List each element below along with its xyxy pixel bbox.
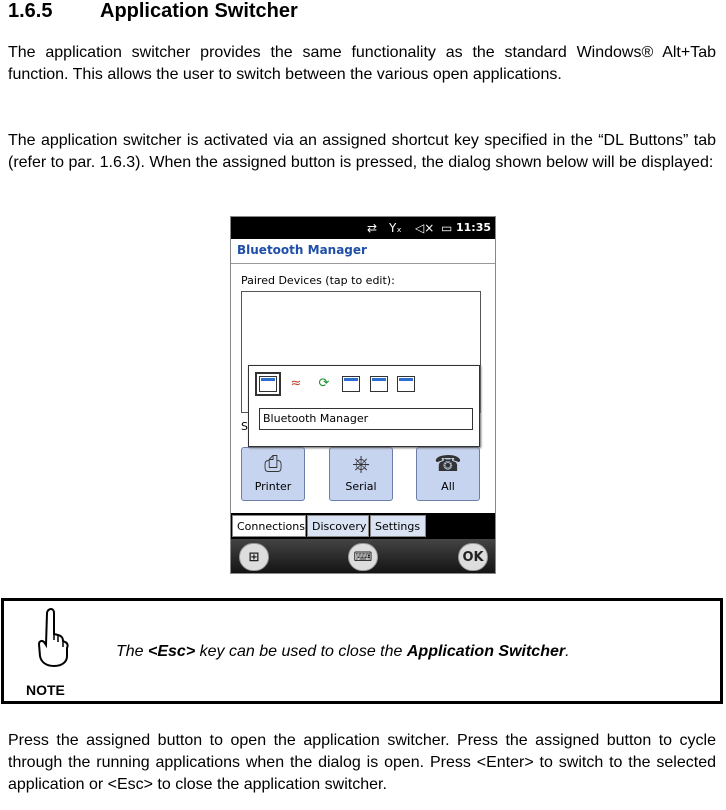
note-text-post: . — [565, 643, 570, 660]
window-icon[interactable] — [397, 376, 415, 392]
start-button[interactable]: ⊞ — [239, 543, 269, 571]
note-box — [1, 598, 723, 704]
tab-settings[interactable]: Settings — [370, 515, 426, 537]
serial-connector-icon: ⎈ — [352, 452, 370, 477]
app-switcher-dialog — [248, 365, 480, 447]
soft-key-bar — [231, 539, 495, 574]
phone-headset-icon: ☎ — [434, 452, 462, 477]
speaker-muted-icon: ◁× — [415, 221, 435, 235]
pointing-hand-icon — [32, 606, 72, 670]
paired-devices-label: Paired Devices (tap to edit): — [241, 274, 395, 287]
all-label: All — [441, 480, 455, 493]
wifi-icon[interactable]: ≈ — [290, 376, 302, 391]
tab-connections[interactable]: Connections — [232, 515, 306, 537]
section-title: Application Switcher — [100, 0, 298, 22]
serial-label: Serial — [345, 480, 377, 493]
battery-icon: ▭ — [441, 221, 453, 235]
clock: 11:35 — [455, 221, 491, 234]
tab-bar — [231, 513, 495, 539]
window-icon[interactable] — [259, 376, 277, 392]
switcher-name: Application Switcher — [406, 643, 566, 660]
status-bar — [231, 217, 495, 239]
printer-icon: ⎙ — [264, 452, 282, 477]
partial-label: S — [241, 420, 248, 433]
signal-off-icon: Yₓ — [389, 221, 402, 235]
all-tile[interactable] — [416, 447, 480, 501]
keyboard-button[interactable]: ⌨ — [348, 543, 378, 571]
app-title: Bluetooth Manager — [237, 243, 367, 257]
device-screenshot — [230, 216, 496, 574]
printer-label: Printer — [254, 480, 292, 493]
serial-tile[interactable] — [329, 447, 393, 501]
sync-icon: ⇄ — [367, 221, 378, 235]
intro-paragraph: The application switcher provides the same functionality as the standard Windows® Alt+Tab function. This allows the user to switch between the various open applications. — [8, 44, 716, 83]
window-icon[interactable] — [370, 376, 388, 392]
window-icon[interactable] — [342, 376, 360, 392]
title-divider — [231, 263, 495, 264]
note-text-pre: The — [116, 643, 149, 660]
selected-app-name: Bluetooth Manager — [259, 408, 473, 430]
note-text — [116, 643, 570, 661]
section-number: 1.6.5 — [8, 0, 53, 22]
note-label: NOTE — [26, 682, 65, 698]
esc-key: <Esc> — [148, 643, 196, 660]
activation-paragraph: The application switcher is activated via an assigned shortcut key specified in the “DL Buttons” tab (refer to par. 1.6.3). When the assigned button is pressed, the dialog shown below will be displayed: — [8, 132, 716, 171]
section-heading — [8, 0, 298, 23]
tab-discovery[interactable]: Discovery — [307, 515, 369, 537]
sync-icon[interactable]: ⟳ — [318, 376, 330, 391]
ok-button[interactable]: OK — [458, 543, 488, 571]
note-text-mid: key can be used to close the — [195, 643, 407, 660]
usage-paragraph: Press the assigned button to open the application switcher. Press the assigned button to cycle through the running applications when the dialog is open. Press <Enter> to switch to the selected application or <Esc> to close the application switcher. — [8, 732, 716, 793]
printer-tile[interactable] — [241, 447, 305, 501]
